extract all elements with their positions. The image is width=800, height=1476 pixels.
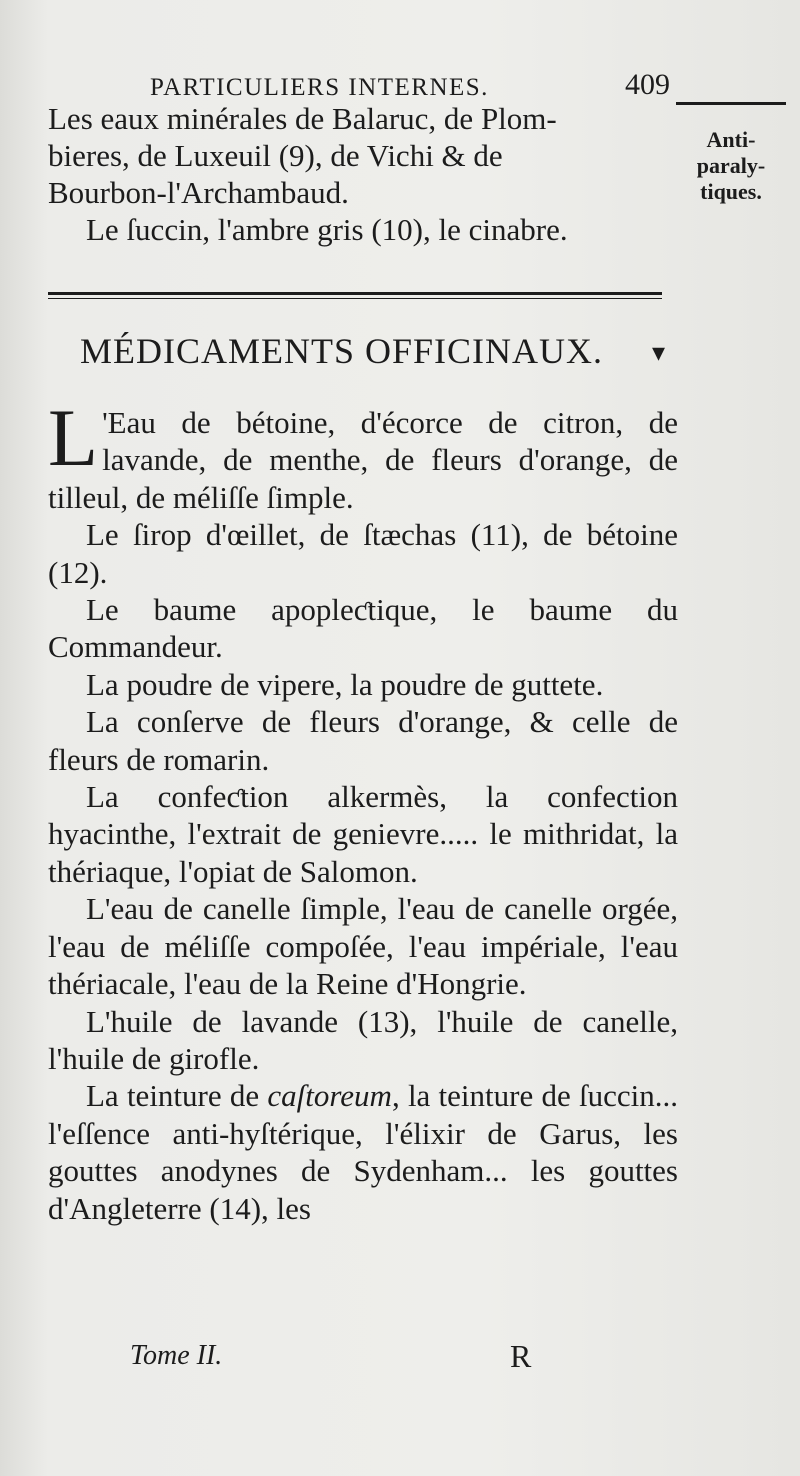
drop-cap: L xyxy=(48,392,99,483)
page-number: 409 xyxy=(625,68,670,101)
text-line: Les eaux minérales de Balaruc, de Plom- xyxy=(48,101,557,136)
paragraph: Le ſirop d'œillet, de ſtæchas (11), de bétoine (12). xyxy=(48,517,678,590)
paragraph: L'eau de canelle ſimple, l'eau de canelle orgée, l'eau de méliſſe compoſée, l'eau impériale, l'eau thériacale, l'eau de la Reine d'Hongrie. xyxy=(48,891,678,1002)
margin-note-line: Anti- xyxy=(706,127,756,152)
printer-mark-icon: ▾ xyxy=(652,338,666,367)
paragraph xyxy=(48,392,678,516)
top-text-block xyxy=(48,100,668,248)
paragraph-text: 'Eau de bétoine, d'écorce de citron, de lavande, de menthe, de fleurs d'orange, de tilleul, de méliſſe ſimple. xyxy=(48,405,678,515)
signature-mark: R xyxy=(510,1338,532,1374)
section-body xyxy=(48,392,678,1227)
paragraph xyxy=(48,1077,678,1227)
text-line: Bourbon-l'Archambaud. xyxy=(48,175,349,210)
margin-note-line: paraly- xyxy=(696,153,766,178)
paragraph: Le baume apopleƈtique, le baume du Commandeur. xyxy=(48,592,678,665)
paragraph: La confeƈtion alkermès, la confection hyacinthe, l'extrait de genievre..... le mithridat, la thériaque, l'opiat de Salomon. xyxy=(48,779,678,889)
margin-note xyxy=(676,102,786,205)
running-title: PARTICULIERS INTERNES. xyxy=(150,74,489,101)
volume-label: Tome II. xyxy=(130,1340,223,1371)
paragraph-text: La teinture de xyxy=(86,1078,268,1114)
section-title: MÉDICAMENTS OFFICINAUX. xyxy=(80,331,604,371)
paragraph: La poudre de vipere, la poudre de guttete. xyxy=(86,666,604,702)
section-divider-thin xyxy=(48,298,662,299)
text-line: Le ſuccin, l'ambre gris (10), le cinabre. xyxy=(86,212,568,247)
italic-term: caſtoreum xyxy=(267,1078,392,1114)
section-divider xyxy=(48,292,662,295)
paragraph-text: , la teinture de ſuccin... l'eſſence anti-hyſtérique, l'élixir de Garus, les gouttes anodynes de Sydenham... les gouttes d'Angleterre (14), les xyxy=(48,1078,678,1226)
paragraph: L'huile de lavande (13), l'huile de canelle, l'huile de girofle. xyxy=(48,1003,678,1076)
margin-note-line: tiques. xyxy=(700,179,762,204)
paragraph: La conſerve de fleurs d'orange, & celle de fleurs de romarin. xyxy=(48,704,678,777)
text-line: bieres, de Luxeuil (9), de Vichi & de xyxy=(48,138,503,173)
